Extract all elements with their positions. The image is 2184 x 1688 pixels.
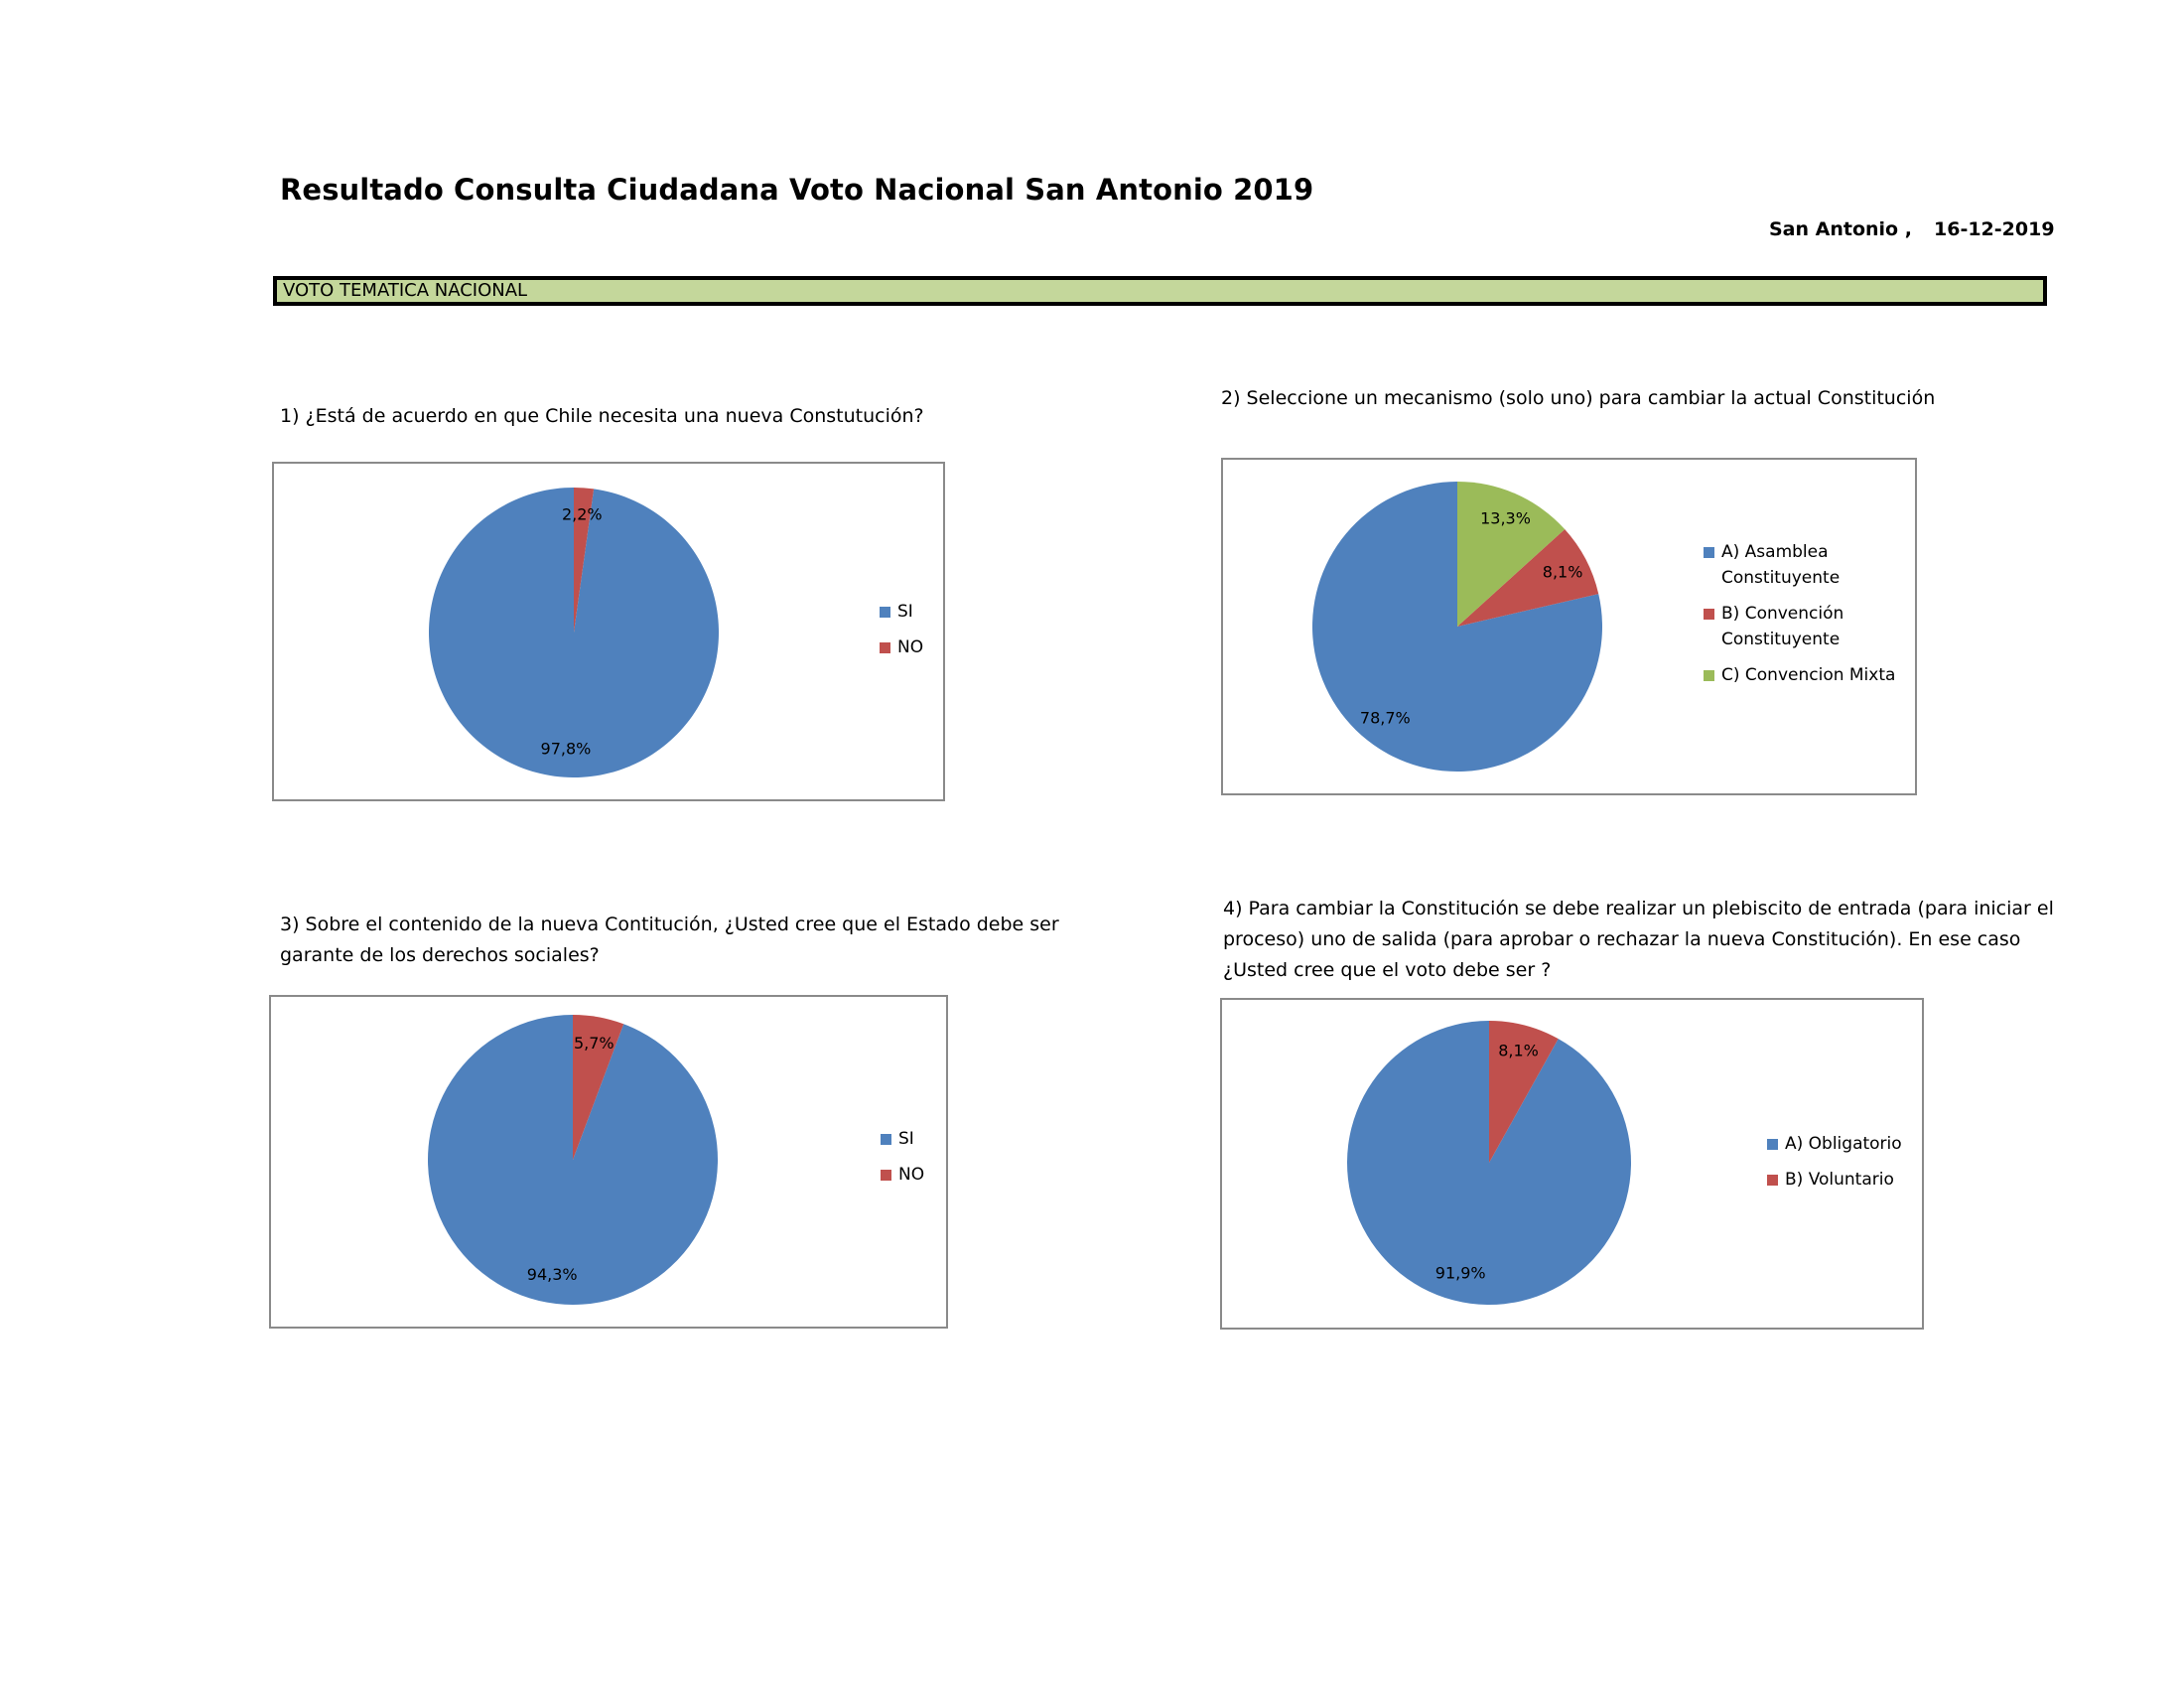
data-label-2: 8,1%	[1542, 562, 1583, 582]
data-label-3: 13,3%	[1480, 508, 1531, 528]
legend-q2	[1704, 539, 1895, 698]
report-date: 16-12-2019	[1934, 218, 2055, 240]
legend-label: Constituyente	[1721, 568, 1841, 588]
legend-q4	[1767, 1131, 1902, 1202]
data-label-1: 78,7%	[1359, 708, 1411, 728]
legend-item-1	[880, 599, 923, 625]
legend-swatch	[881, 1170, 891, 1181]
legend-item-2	[880, 634, 923, 660]
legend-q1	[880, 599, 923, 670]
question-4-line-1: 4) Para cambiar la Constitución se debe realizar un plebiscito de entrada (para iniciar el	[1223, 898, 2054, 919]
legend-label: NO	[897, 637, 924, 657]
legend-item-1	[1704, 539, 1895, 591]
data-label-2: 2,2%	[561, 504, 603, 524]
legend-swatch	[1767, 1139, 1778, 1150]
data-label-1: 91,9%	[1434, 1263, 1486, 1283]
report-place: San Antonio ,	[1769, 218, 1912, 240]
data-label-1: 94,3%	[526, 1264, 578, 1284]
legend-swatch	[1767, 1175, 1778, 1186]
question-3	[280, 910, 1059, 971]
legend-swatch	[1704, 670, 1714, 681]
legend-swatch	[880, 642, 890, 653]
data-label-2: 8,1%	[1498, 1041, 1539, 1060]
question-2: 2) Seleccione un mecanismo (solo uno) para cambiar la actual Constitución	[1221, 387, 1936, 409]
legend-q3	[881, 1126, 924, 1197]
legend-item-2	[1704, 601, 1895, 652]
legend-label: NO	[898, 1165, 925, 1185]
legend-swatch	[881, 1134, 891, 1145]
legend-swatch	[1704, 609, 1714, 620]
section-header: VOTO TEMATICA NACIONAL	[273, 276, 2047, 306]
legend-label: SI	[897, 602, 913, 622]
question-3-line-1: 3) Sobre el contenido de la nueva Contitución, ¿Usted cree que el Estado debe ser	[280, 914, 1059, 935]
legend-swatch	[1704, 547, 1714, 558]
legend-item-3	[1704, 662, 1895, 688]
legend-label: C) Convencion Mixta	[1721, 665, 1896, 685]
legend-label: B) Voluntario	[1785, 1170, 1894, 1190]
legend-label: B) Convención	[1721, 604, 1844, 624]
question-4	[1223, 894, 2054, 986]
legend-item-1	[1767, 1131, 1902, 1157]
question-4-line-2: proceso) uno de salida (para aprobar o rechazar la nueva Constitución). En ese caso	[1223, 928, 2021, 950]
page-title: Resultado Consulta Ciudadana Voto Nacional San Antonio 2019	[280, 173, 1314, 207]
legend-label: SI	[898, 1129, 914, 1149]
pie-chart-q3	[271, 997, 946, 1327]
question-3-line-2: garante de los derechos sociales?	[280, 944, 600, 966]
chart-q1	[272, 462, 945, 801]
chart-q2	[1221, 458, 1917, 795]
legend-swatch	[880, 607, 890, 618]
legend-item-2	[1767, 1167, 1902, 1193]
data-label-2: 5,7%	[573, 1034, 614, 1054]
chart-q3	[269, 995, 948, 1329]
legend-label: A) Obligatorio	[1785, 1134, 1902, 1154]
legend-label: Constituyente	[1721, 630, 1841, 649]
question-1: 1) ¿Está de acuerdo en que Chile necesita una nueva Constutución?	[280, 405, 924, 427]
chart-q4	[1220, 998, 1924, 1330]
legend-item-2	[881, 1162, 924, 1188]
question-4-line-3: ¿Usted cree que el voto debe ser ?	[1223, 959, 1552, 981]
data-label-1: 97,8%	[540, 739, 592, 759]
legend-item-1	[881, 1126, 924, 1152]
legend-label: A) Asamblea	[1721, 542, 1829, 562]
pie-chart-q1	[274, 464, 943, 799]
